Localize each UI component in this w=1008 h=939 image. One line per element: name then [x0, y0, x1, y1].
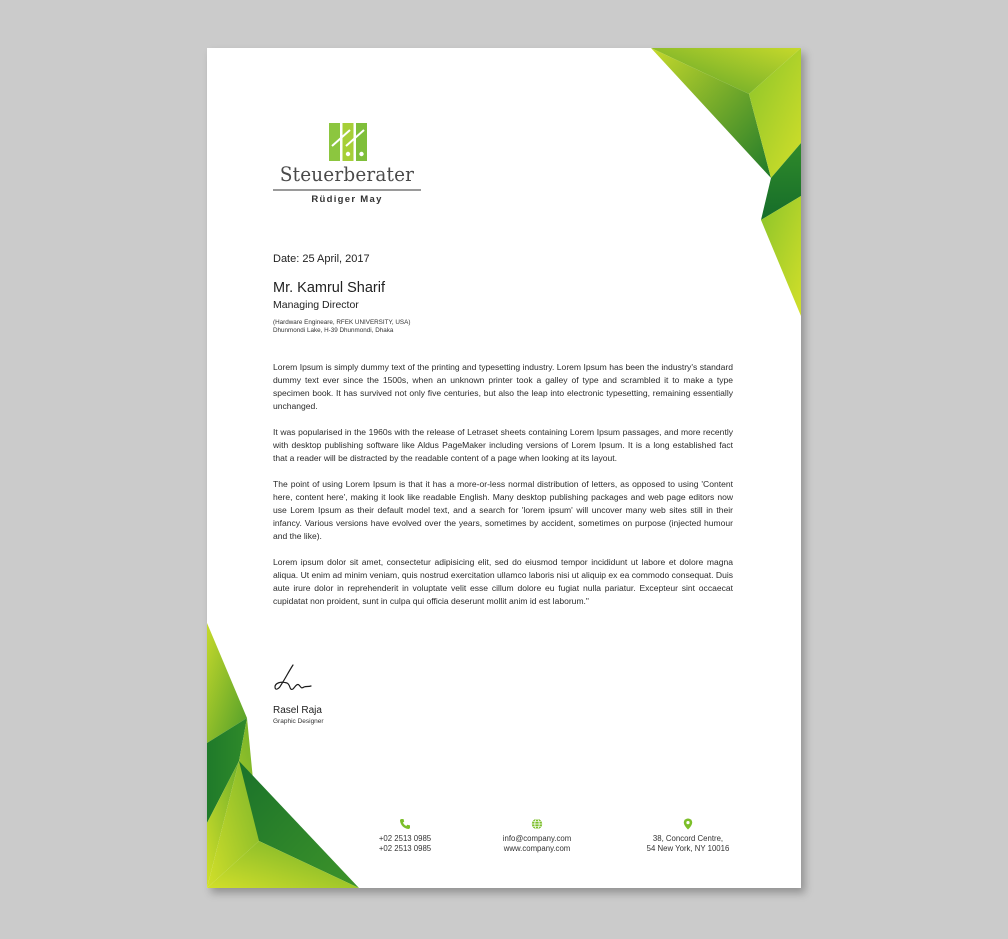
phone-line: +02 2513 0985: [378, 844, 432, 853]
books-icon: [328, 122, 368, 162]
map-pin-icon: [682, 818, 694, 830]
address-line: 38, Concord Centre,: [652, 834, 724, 843]
recipient-address: [273, 319, 410, 335]
body-paragraph: It was popularised in the 1960s with the release of Letraset sheets containing Lorem Ipsum passages, and more recently with desktop publishing software like Aldus PageMaker including versions of Lorem Ipsum. It is a long established fact that a reader will be distracted by the readable content of a page when looking at its layout.: [273, 427, 733, 463]
phone-line: +02 2513 0985: [378, 834, 432, 843]
website-link[interactable]: www.company.com: [503, 844, 571, 853]
signature: [271, 661, 315, 695]
address-line: 54 New York, NY 10016: [646, 844, 730, 853]
signer-name: Rasel Raja: [273, 705, 322, 716]
email-link[interactable]: info@company.com: [502, 834, 572, 843]
recipient-name: Mr. Kamrul Sharif: [273, 280, 385, 296]
recipient-address-line: (Hardware Engineare, RFEK UNIVERSITY, USA): [273, 319, 411, 326]
footer-web: [472, 818, 602, 854]
letter-date: Date: 25 April, 2017: [273, 253, 370, 265]
recipient-address-line: Dhunmondi Lake, H-39 Dhunmondi, Dhaka: [273, 327, 394, 334]
top-right-decoration: [651, 48, 801, 316]
letter-body: [273, 361, 733, 621]
letterhead-page: [207, 48, 801, 888]
body-paragraph: Lorem ipsum dolor sit amet, consectetur adipisicing elit, sed do eiusmod tempor incididunt ut labore et dolore magna aliqua. Ut enim ad minim veniam, quis nostrud exercitation ullamco laboris nisi ut aliquip ex ea commodo consequat. Duis aute irure dolor in reprehenderit in voluptate velit esse cillum dolore eu fugiat nulla pariatur. Excepteur sint occaecat cupidatat non proident, sunt in culpa qui officia deserunt mollit anim id est laborum.": [273, 557, 733, 606]
body-paragraph: The point of using Lorem Ipsum is that it has a more-or-less normal distribution of letters, as opposed to using 'Content here, content here', making it look like readable English. Many desktop publishing packages and web page editors now use Lorem Ipsum as their default model text, and a search for 'lorem ipsum' will uncover many web sites still in their infancy. Various versions have evolved over the years, sometimes by accident, sometimes on purpose (injected humour and the like).: [273, 479, 733, 541]
phone-icon: [399, 818, 411, 830]
logo-divider: [273, 189, 421, 191]
footer-phone: [340, 818, 470, 854]
signer-role: Graphic Designer: [273, 718, 324, 725]
recipient-title: Managing Director: [273, 299, 359, 311]
globe-icon: [531, 818, 543, 830]
body-paragraph: Lorem Ipsum is simply dummy text of the printing and typesetting industry. Lorem Ipsum has been the industry's standard dummy text ever since the 1500s, when an unknown printer took a galley of type and scrambled it to make a type specimen book. It has survived not only five centuries, but also the leap into electronic typesetting, remaining essentially unchanged.: [273, 362, 733, 411]
logo-name: Steuerberater: [279, 162, 415, 186]
footer-address: [623, 818, 753, 854]
logo-subtitle: Rüdiger May: [311, 194, 383, 205]
